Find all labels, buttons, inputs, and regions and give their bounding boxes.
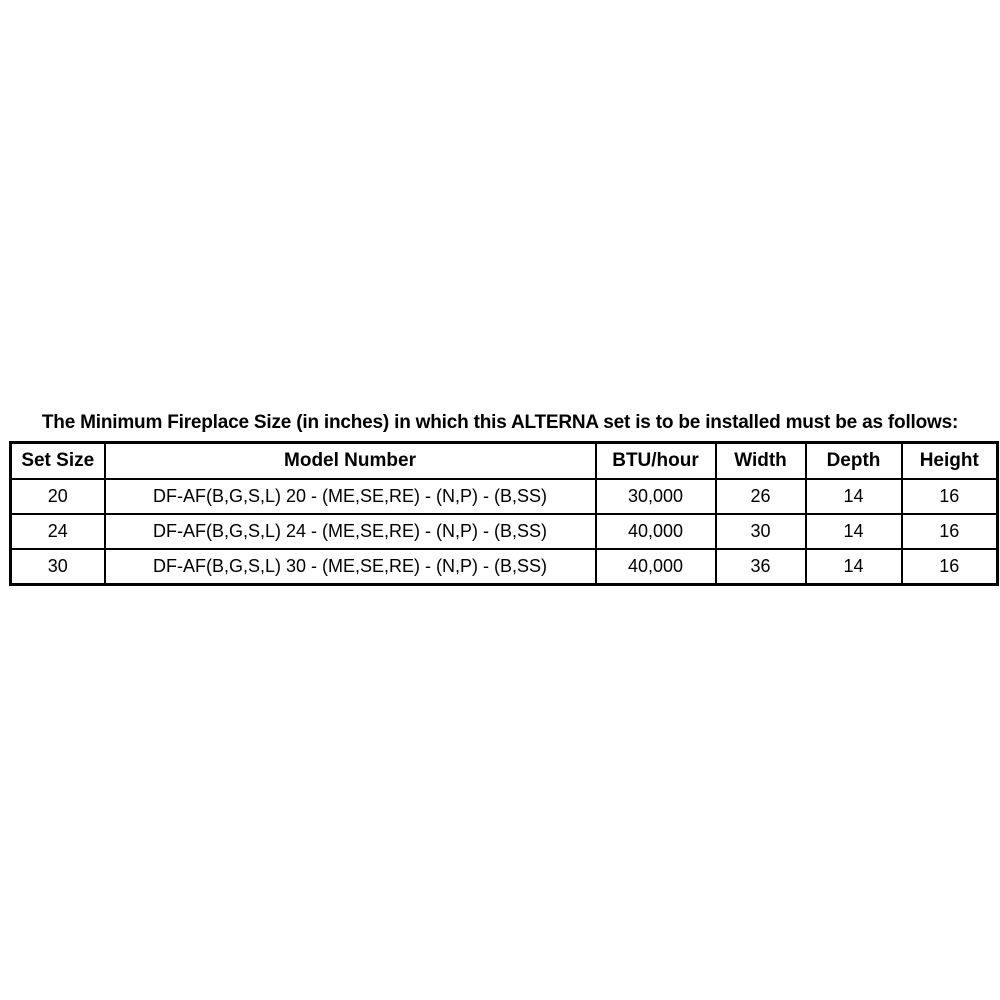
header-width: Width	[716, 443, 806, 480]
cell-btu-hour: 40,000	[596, 514, 716, 549]
header-height: Height	[902, 443, 998, 480]
header-btu-hour: BTU/hour	[596, 443, 716, 480]
table-row	[11, 479, 998, 514]
table-header-row	[11, 443, 998, 480]
cell-model-number: DF-AF(B,G,S,L) 20 - (ME,SE,RE) - (N,P) - (B,SS)	[105, 479, 596, 514]
cell-height: 16	[902, 549, 998, 585]
cell-set-size: 30	[11, 549, 105, 585]
cell-btu-hour: 30,000	[596, 479, 716, 514]
header-model-number: Model Number	[105, 443, 596, 480]
cell-width: 36	[716, 549, 806, 585]
cell-width: 30	[716, 514, 806, 549]
cell-model-number: DF-AF(B,G,S,L) 30 - (ME,SE,RE) - (N,P) - (B,SS)	[105, 549, 596, 585]
cell-set-size: 20	[11, 479, 105, 514]
cell-btu-hour: 40,000	[596, 549, 716, 585]
cell-depth: 14	[806, 549, 902, 585]
table-caption: The Minimum Fireplace Size (in inches) in which this ALTERNA set is to be installed must be as follows:	[41, 412, 959, 433]
cell-depth: 14	[806, 479, 902, 514]
table-row	[11, 514, 998, 549]
fireplace-size-table	[9, 441, 999, 586]
header-depth: Depth	[806, 443, 902, 480]
cell-set-size: 24	[11, 514, 105, 549]
cell-depth: 14	[806, 514, 902, 549]
header-set-size: Set Size	[11, 443, 105, 480]
cell-height: 16	[902, 514, 998, 549]
cell-width: 26	[716, 479, 806, 514]
table-row	[11, 549, 998, 585]
cell-model-number: DF-AF(B,G,S,L) 24 - (ME,SE,RE) - (N,P) - (B,SS)	[105, 514, 596, 549]
cell-height: 16	[902, 479, 998, 514]
